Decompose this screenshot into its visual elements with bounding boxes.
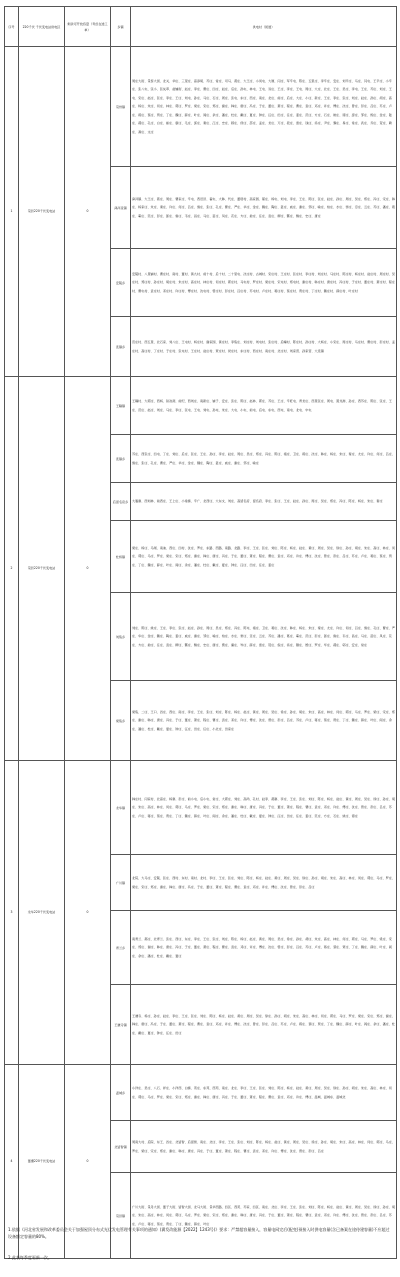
town-name: 连镇乡 (111, 317, 131, 377)
table-row (5, 47, 397, 167)
town-name: 连镇乡 (111, 435, 131, 483)
town-name: 王瞳镇 (111, 377, 131, 435)
table-row (5, 1065, 397, 1121)
village-list: 小洋庄、吴庄、八石、祥庄、小洋西、白寨、苑庄、东苑、西苑、南庄、北庄、李庄、王庄、张庄、刘庄、陈庄、杨庄、赵庄、黄庄、周庄、吴庄、徐庄、孙庄、胡庄、朱庄、高庄、林庄、何庄、郭庄、马庄、罗庄、梁庄、宋庄、郑庄、谢庄、韩庄、唐庄、冯庄、于庄、董庄、萧庄、程庄、曹庄、袁庄、邓庄、许庄、傅庄、温城、温城东、温城北 (131, 1065, 397, 1121)
village-list: 梁集、二庄、王口、四庄、西庄、南庄、李庄、王庄、张庄、刘庄、陈庄、杨庄、赵庄、黄庄、周庄、吴庄、徐庄、孙庄、胡庄、朱庄、高庄、林庄、何庄、郭庄、马庄、罗庄、梁庄、宋庄、郑庄、谢庄、韩庄、唐庄、冯庄、于庄、董庄、萧庄、程庄、曹庄、袁庄、邓庄、许庄、傅庄、沈庄、曾庄、彭庄、吕庄、苏庄、卢庄、蒋庄、蔡庄、贾庄、丁庄、魏庄、薛庄、叶庄、阎庄、余庄、潘庄、杜庄、戴庄、夏庄、钟庄、汪庄、田庄、任庄、小北庄、田家庄 (131, 681, 397, 761)
village-list: 梁庄、杨庄、马闸、南油、西庄、四村、沈庄、罗庄、东路、西路、南路、北路、李庄、王庄、张庄、刘庄、陈庄、杨庄、赵庄、黄庄、周庄、吴庄、徐庄、孙庄、胡庄、朱庄、高庄、林庄、何庄、郭庄、马庄、罗庄、梁庄、宋庄、郑庄、谢庄、韩庄、唐庄、冯庄、于庄、董庄、萧庄、程庄、曹庄、袁庄、邓庄、许庄、傅庄、沈庄、曾庄、彭庄、吕庄、苏庄、卢庄、蒋庄、蔡庄、贾庄、丁庄、魏庄、薛庄、叶庄、阎庄、余庄、潘庄、杜庄、戴庄、夏庄、钟庄、汪庄、田庄、任庄、姜庄 (131, 521, 397, 593)
village-list: 周南大村、后院、东王、四庄、北留智、后留智、南庄、北庄、李庄、王庄、张庄、刘庄、陈庄、杨庄、赵庄、黄庄、周庄、吴庄、徐庄、孙庄、胡庄、朱庄、高庄、林庄、何庄、郭庄、马庄、罗庄、梁庄、宋庄、郑庄、谢庄、韩庄、唐庄、冯庄、于庄、董庄、萧庄、程庄、曹庄、袁庄、邓庄、许庄、傅庄、沈庄、曾庄、彭庄、吕庄 (131, 1121, 397, 1173)
row-capacity: 0 (65, 1065, 111, 1259)
note-1: 1.依据《河北省发展和改革委员会关于加强屋顶分布式光伏发电管理有关事项的通知》(冀发改能源【2022】1243号)》要求：严禁超容量接入，容量电网完后(配变)预接入时供电容量(含已备案在途待建容量)不应超过设备额定容量的80%。 (8, 1227, 390, 1239)
row-capacity: 0 (65, 47, 111, 377)
town-name: 广川镇 (111, 855, 131, 911)
table-row (5, 761, 397, 855)
town-name: 后留名府乡 (111, 483, 131, 521)
village-list: 周庄大街、景泰大街、北关、华庄、三里庄、高添胡、苏庄、常庄、司马、燕庄、大王庄、小何屯、大厘、闫庄、军辛屯、陈庄、五里庄、李辛庄、安庄、刘辛庄、马庄、闫屯、王辛庄、小辛庄、张八屯、张小、张灰草、赵辅街、赵庄、李庄、曹庄、四庄、赵庄、后庄、孙屯、林屯、王屯、双庄、王庄、李庄、王屯、周庄、大庄、北庄、王庄、吴庄、李屯、王庄、苏庄、刘庄、王屯、宋庄、赵庄、张庄、李庄、王庄、刘屯、孙庄、马庄、石庄、周庄、张屯、东庄、西庄、南庄、北庄、前庄、后庄、大庄、小庄、新庄、王庄、李庄、张庄、刘庄、赵庄、孙庄、胡庄、高庄、杨庄、朱庄、何庄、林庄、郭庄、罗庄、梁庄、宋庄、郑庄、谢庄、韩庄、唐庄、冯庄、于庄、董庄、萧庄、程庄、曹庄、袁庄、邓庄、许庄、傅庄、沈庄、曾庄、彭庄、吕庄、苏庄、卢庄、蒋庄、蔡庄、贾庄、丁庄、魏庄、薛庄、叶庄、阎庄、余庄、潘庄、杜庄、戴庄、夏庄、钟庄、汪庄、田庄、任庄、姜庄、范庄、方庄、石庄、姚庄、谭庄、廖庄、邹庄、熊庄、金庄、陆庄、郝庄、孔庄、白庄、崔庄、康庄、毛庄、邱庄、秦庄、江庄、史庄、顾庄、侯庄、邵庄、孟庄、龙庄、万庄、段庄、雷庄、钱庄、汤庄、尹庄、黎庄、易庄、常庄、武庄、乔庄、贺庄、赖庄、龚庄、文庄 (131, 47, 397, 167)
row-seq: 1 (5, 47, 19, 377)
town-name: 北留智镇 (111, 1121, 131, 1173)
town-name: 景县镇 (111, 1173, 131, 1259)
header-substation: 220千伏 千伏变电站供电区 (19, 7, 65, 47)
town-name: 杜桥镇 (111, 521, 131, 593)
row-seq: 2 (5, 377, 19, 761)
row-substation: 龙华220千伏变电站 (19, 761, 65, 1065)
village-list: 苏庄、西张庄、四屯、丁庄、刘庄、后庄、张庄、王庄、孙庄、李庄、赵庄、周庄、吴庄、郑庄、冯庄、陈庄、褚庄、卫庄、蒋庄、沈庄、韩庄、杨庄、朱庄、秦庄、尤庄、许庄、何庄、吕庄、施庄、张庄、孔庄、曹庄、严庄、华庄、金庄、魏庄、陶庄、姜庄、戚庄、谢庄、邹庄、喻庄 (131, 435, 397, 483)
town-name: 刘集乡 (111, 593, 131, 681)
header-villages: 供电村（街道） (131, 7, 397, 47)
village-list: 范庄村、西五里、北石家、刘八庄、王屯村、杨庄村、谢家园、黄庄村、李集庄、刘庄村、刘屯村、张庄村、后疃村、陈庄村、孙庄村、大杨庄、小宋庄、周庄村、马庄村、曹庄村、彭庄村、孟庄村、高庄村、丁庄村、于庄村、张屯村、王庄村、赵庄村、贾庄村、侯庄村、东庄村、西庄村、南庄村、北庄村、刘家营、孙家营、大连镇 (131, 317, 397, 377)
town-name: 青兰乡 (111, 911, 131, 985)
table-row (5, 377, 397, 435)
row-substation: 景县220千伏变电站 (19, 377, 65, 761)
village-list: 安陵村、八里铺村、曹庄村、南村、董村、黄九村、前十村、后十村、二十里屯、沈庄村、古城村、宋庄村、王庄村、张庄村、李庄村、刘庄村、马庄村、陈庄村、杨庄村、赵庄村、周庄村、吴庄村、郑庄村、孙庄村、胡庄村、朱庄村、高庄村、林庄村、何庄村、郭庄村、马屯村、罗庄村、梁庄村、宋屯村、郑屯村、谢庄村、韩庄村、唐庄村、冯庄村、于庄村、董庄村、萧庄村、程庄村、曹屯村、袁庄村、邓庄村、许庄村、傅庄村、沈屯村、曾庄村、彭庄村、吕庄村、苏屯村、卢庄村、蒋庄村、蔡庄村、贾庄村、丁庄村、魏庄村、薛庄村、叶庄村 (131, 249, 397, 317)
village-list: 王谦寺、杨庄、孙庄、赵庄、李庄、王庄、张庄、刘庄、陈庄、杨庄、赵庄、黄庄、周庄、吴庄、徐庄、孙庄、胡庄、朱庄、高庄、林庄、何庄、郭庄、马庄、罗庄、梁庄、宋庄、郑庄、谢庄、韩庄、唐庄、冯庄、于庄、董庄、萧庄、程庄、曹庄、袁庄、邓庄、许庄、傅庄、沈庄、曾庄、彭庄、吕庄、苏庄、卢庄、蒋庄、蔡庄、贾庄、丁庄、魏庄、薛庄、叶庄、阎庄、余庄、潘庄、杜庄、戴庄、夏庄、钟庄、汪庄、田庄 (131, 985, 397, 1065)
header-town: 乡镇 (111, 7, 131, 47)
town-name: 安陵乡 (111, 249, 131, 317)
town-name: 洚河流镇 (111, 167, 131, 249)
village-list: 广川大街、景丹大街、董子大街、留智大街、北马大街、景华西路、四区、西苑、苏家、四区、南庄、北庄、李庄、王庄、张庄、刘庄、陈庄、杨庄、赵庄、黄庄、周庄、吴庄、徐庄、孙庄、胡庄、朱庄、高庄、林庄、何庄、郭庄、马庄、罗庄、梁庄、宋庄、郑庄、谢庄、韩庄、唐庄、冯庄、于庄、董庄、萧庄、程庄、曹庄、袁庄、邓庄、许庄、傅庄、沈庄、曾庄、彭庄、吕庄、苏庄、卢庄、蒋庄、蔡庄、贾庄、丁庄、魏庄、薛庄、叶庄 (131, 1173, 397, 1259)
village-list: 大雁寨、西刘林、前西庄、王上庄、小常寨、辛广、北西庄、大东文、刘庄、高留名府、留名府、李庄、张庄、王庄、赵庄、孙庄、周庄、吴庄、郑庄、冯庄、陈庄、杨庄、朱庄、秦庄 (131, 483, 397, 521)
town-name: 景州镇 (111, 47, 131, 167)
village-list: 韩庄村、闫家村、北高庄、杨寨、彭庄、前小屯、后小屯、常庄、大郭庄、刘庄、高尚、孔村、赵李、郝寨、李庄、王庄、张庄、刘庄、陈庄、杨庄、赵庄、黄庄、周庄、吴庄、徐庄、孙庄、胡庄、朱庄、高庄、林庄、何庄、郭庄、马庄、罗庄、梁庄、宋庄、郑庄、谢庄、韩庄、唐庄、冯庄、于庄、董庄、萧庄、程庄、曹庄、袁庄、邓庄、许庄、傅庄、沈庄、曾庄、彭庄、吕庄、苏庄、卢庄、蒋庄、蔡庄、贾庄、丁庄、魏庄、薛庄、叶庄、阎庄、余庄、潘庄、杜庄、戴庄、夏庄、钟庄、汪庄、田庄、任庄、姜庄、范庄、方庄、石庄、姚庄、谭庄 (131, 761, 397, 855)
village-list: 南青兰、郝庄、北青兰、张庄、西庄、东庄、李庄、王庄、张庄、刘庄、陈庄、杨庄、赵庄、黄庄、周庄、吴庄、徐庄、孙庄、胡庄、朱庄、高庄、林庄、何庄、郭庄、马庄、罗庄、梁庄、宋庄、郑庄、谢庄、韩庄、唐庄、冯庄、于庄、董庄、萧庄、程庄、曹庄、袁庄、邓庄、许庄、傅庄、沈庄、曾庄、彭庄、吕庄、苏庄、卢庄、蒋庄、蔡庄、贾庄、丁庄、魏庄、薛庄、叶庄、阎庄、余庄、潘庄、杜庄、戴庄、夏庄 (131, 911, 397, 985)
capacity-table (4, 6, 397, 1259)
town-name: 梁集乡 (111, 681, 131, 761)
row-seq: 3 (5, 761, 19, 1065)
village-list: 洚河镇、大王庄、燕庄、周庄、曹家庄、辛屯、西旧县、翟屯、大韩、代庄、董塔村、高家园、郝庄、杨屯、刘屯、李庄、王庄、陈庄、张庄、赵庄、孙庄、周庄、吴庄、郑庄、冯庄、宋庄、韩庄、杨家庄、朱庄、秦庄、许庄、何庄、吕庄、施庄、张庄、孔庄、曹庄、严庄、华庄、金庄、魏庄、陶庄、姜庄、戚庄、谢庄、邹庄、喻庄、柏庄、水庄、窦庄、章庄、云庄、苏庄、潘庄、葛庄、奚庄、范庄、彭庄、郎庄、鲁庄、韦庄、昌庄、马庄、苗庄、凤庄、花庄、方庄、俞庄、任庄、袁庄、柳庄、酆庄、鲍庄、史庄、唐庄 (131, 167, 397, 249)
village-list: 北院、大马庄、安陵、张庄、西村、东村、南村、北村、李庄、王庄、张庄、刘庄、陈庄、杨庄、赵庄、黄庄、周庄、吴庄、徐庄、孙庄、胡庄、朱庄、高庄、林庄、何庄、郭庄、马庄、罗庄、梁庄、宋庄、郑庄、谢庄、韩庄、唐庄、冯庄、于庄、董庄、萧庄、程庄、曹庄、袁庄、邓庄、许庄、傅庄、沈庄、曾庄、彭庄、吕庄 (131, 855, 397, 911)
row-seq: 4 (5, 1065, 19, 1259)
row-capacity: 0 (65, 377, 111, 761)
village-list: 刘庄、陈庄、姚庄、王庄、李庄、张庄、赵庄、孙庄、周庄、吴庄、郑庄、冯庄、陈屯、褚庄、卫庄、蒋庄、沈庄、韩庄、杨庄、朱庄、秦庄、尤庄、许庄、何庄、吕庄、施庄、孔庄、曹庄、严庄、华庄、金庄、魏庄、陶庄、姜庄、戚庄、谢庄、邹庄、喻庄、柏庄、水庄、窦庄、章庄、云庄、苏庄、潘庄、葛庄、奚庄、范庄、彭庄、郎庄、鲁庄、韦庄、昌庄、马庄、苗庄、凤庄、花庄、方庄、俞庄、任庄、袁庄、柳庄、酆庄、鲍庄、史庄、唐庄、费庄、廉庄、岑庄、薛庄、雷庄、贺庄、倪庄、汤庄、滕庄、殷庄、罗庄、毕庄、郝庄、邬庄、安庄、常庄 (131, 593, 397, 681)
row-substation: 董漕220千伏变电站 (19, 1065, 65, 1259)
town-name: 温城乡 (111, 1065, 131, 1121)
note-2: 2.此表每季度更新一次。 (8, 1255, 52, 1260)
village-list: 王瞳村、大郭庄、西杨、铁冶洞、前纪、西刘庄、南新庄、铺子、安庄、张庄、陈庄、赵林、郭庄、苏庄、王庄、辛旺屯、青龙庄、西里张庄、周屯、黑龙港、孙庄、西苏庄、陈庄、张庄、王庄、范庄、赵庄、刘庄、马庄、李庄、张屯、王屯、刘屯、孙屯、朱庄、大屯、小屯、前屯、后屯、东屯、西屯、南屯、北屯、中屯 (131, 377, 397, 435)
table-header-row (5, 7, 397, 47)
row-substation: 景县220千伏变电站 (19, 47, 65, 377)
row-capacity: 0 (65, 761, 111, 1065)
town-name: 王谦寺镇 (111, 985, 131, 1065)
header-capacity: 剩余可开放容量（考虑在途工单） (65, 7, 111, 47)
town-name: 龙华镇 (111, 761, 131, 855)
header-seq: 序号 (5, 7, 19, 47)
